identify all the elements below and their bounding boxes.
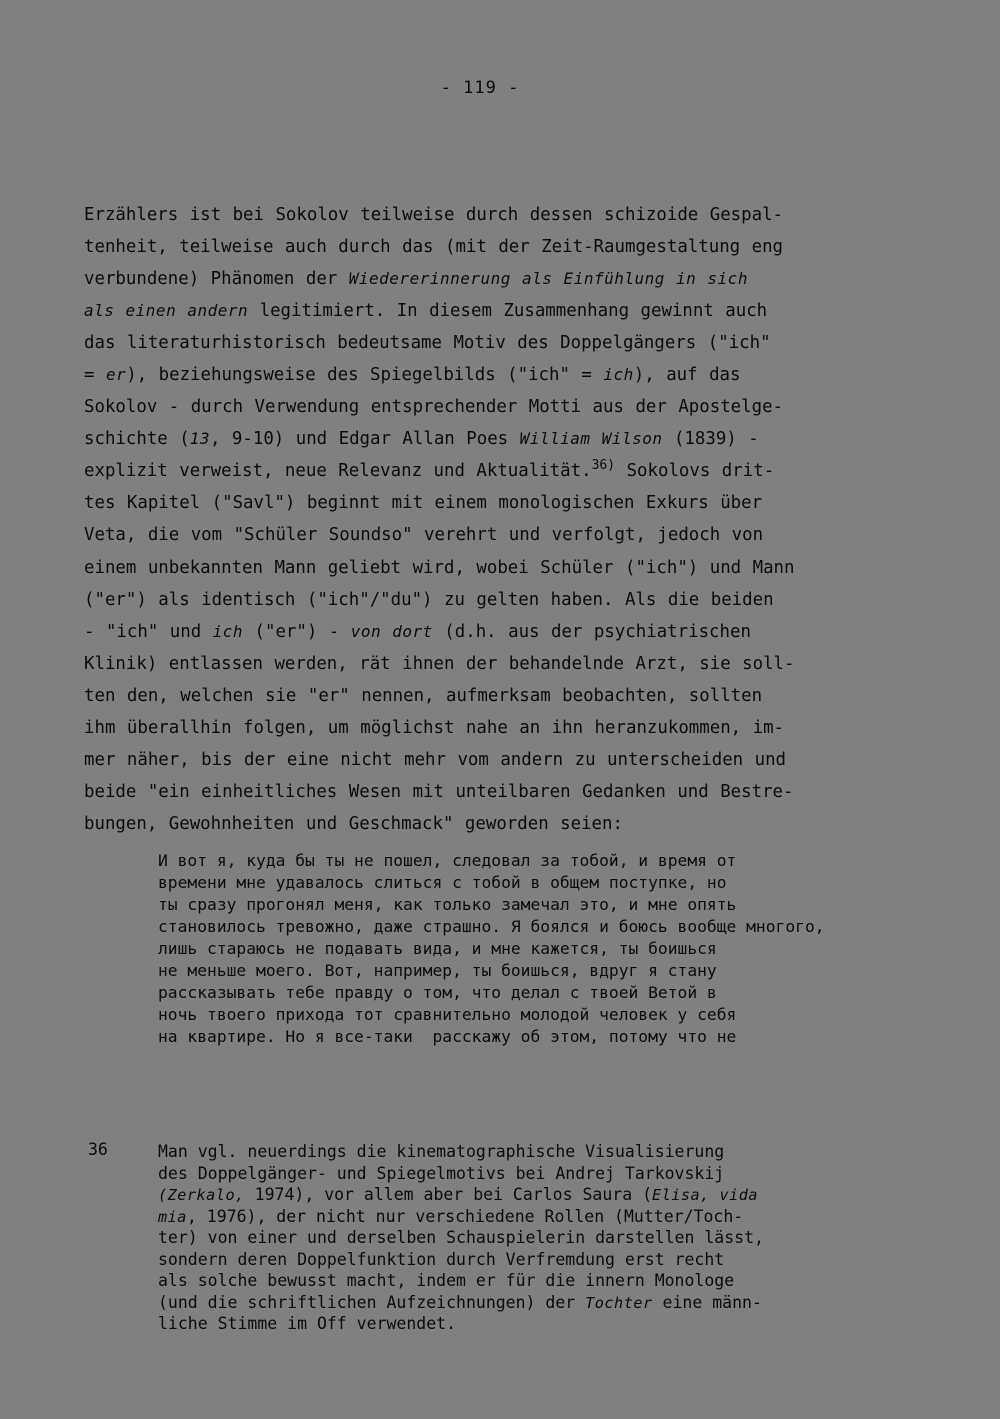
body-line [84,808,884,840]
text-segment: (und die schriftlichen Aufzeichnungen) der [158,1292,586,1312]
quote-line: лишь стараюсь не подавать вида, и мне кажется, ты боишься [158,939,717,958]
quote-line: И вот я, куда бы ты не пошел, следовал за тобой, и время от [158,851,737,870]
text-segment: (1839) - [662,429,759,450]
body-line [84,648,884,680]
page-number: - 119 - [440,78,520,98]
text-segment: ihm überallhin folgen, um möglichst nahe an ihn heranzukommen, im- [84,717,785,738]
text-segment: Sokolovs drit- [615,461,775,482]
footnote-line [158,1270,908,1292]
quote-line: на квартире. Но я все-таки расскажу об этом, потому что не [158,1027,737,1046]
russian-quote [158,850,928,1048]
footnote-text [158,1141,908,1335]
body-line [84,584,884,616]
quote-line: времени мне удавалось слиться с тобой в общем поступке, но [158,873,727,892]
italic-segment: ich [603,365,634,385]
body-line [84,519,884,551]
italic-segment: von dort [350,621,433,641]
text-segment: Man vgl. neuerdings die kinematographische Visualisierung [158,1142,725,1161]
italic-segment: mia [158,1207,187,1226]
text-segment: ), auf das [633,365,741,386]
text-segment: Sokolov - durch Verwendung entsprechender Motti aus der Apostelge- [84,397,784,418]
quote-line: ты сразу прогонял меня, как только замечал это, и мне опять [158,895,737,914]
text-segment: einem unbekannten Mann geliebt wird, wobei Schüler ("ich") und Mann [84,557,795,578]
text-segment: 1974), vor allem aber bei Carlos Saura ( [244,1185,653,1204]
quote-line: ночь твоего прихода тот сравнительно молодой человек у себя [158,1005,737,1024]
body-line [84,199,884,231]
italic-segment: (Zerkalo, [158,1186,245,1204]
body-line [84,455,884,487]
italic-segment: Wiedererinnerung als Einfühlung in sich [348,269,748,289]
text-segment: legitimiert. In diesem Zusammenhang gewinnt auch [248,301,768,322]
text-segment: des Doppelgänger- und Spiegelmotivs bei Andrej Tarkovskij [158,1163,725,1183]
body-line [84,776,884,808]
body-line [84,327,884,359]
footnote-line [158,1206,908,1228]
body-line [84,359,884,391]
footnote-line [158,1184,908,1206]
text-segment: explizit verweist, neue Relevanz und Aktualität. [84,461,592,482]
text-segment: verbundene) Phänomen der [84,269,349,290]
text-segment: ), beziehungsweise des Spiegelbilds ("ich" = [126,365,604,386]
footnote-ref: 36) [591,458,616,474]
text-segment: ten den, welchen sie "er" nennen, aufmerksam beobachten, sollten [84,685,763,706]
text-segment: das literaturhistorisch bedeutsame Motiv des Doppelgängers ("ich" [84,333,771,354]
body-line [84,295,884,327]
text-segment: schichte ( [84,429,190,450]
text-segment: liche Stimme im Off verwendet. [158,1314,457,1333]
italic-segment: William Wilson [519,429,663,449]
italic-segment: als einen andern [84,301,249,321]
body-line [84,423,884,455]
body-line [84,487,884,519]
text-segment: , 1976), der nicht nur verschiedene Rollen (Mutter/Toch- [186,1206,744,1226]
body-line [84,231,884,263]
text-segment: , 9-10) und Edgar Allan Poes [209,429,520,450]
text-segment: sondern deren Doppelfunktion durch Verfremdung erst recht [158,1249,725,1269]
text-segment: Veta, die vom "Schüler Soundso" verehrt und verfolgt, jedoch von [84,525,764,546]
text-segment: tes Kapitel ("Savl") beginnt mit einem monologischen Exkurs über [84,493,763,514]
footnote-line [158,1249,908,1271]
text-segment: (d.h. aus der psychiatrischen [432,621,751,642]
italic-segment: ich [212,621,244,641]
text-segment: beide "ein einheitliches Wesen mit unteilbaren Gedanken und Bestre- [84,781,794,802]
text-segment: ("er") - [243,621,351,642]
text-segment: tenheit, teilweise auch durch das (mit der Zeit-Raumgestaltung eng [84,237,784,258]
footnote-line [158,1313,908,1335]
footnote-line [158,1163,908,1185]
quote-line: рассказывать тебе правду о том, что делал с твоей Ветой в [158,983,717,1002]
text-segment: eine männ- [652,1292,762,1312]
footnote-line [158,1292,908,1314]
body-line [84,391,884,423]
text-segment: als solche bewusst macht, indem er für die innern Monologe [158,1271,735,1290]
body-line [84,744,884,776]
italic-segment: er [105,365,127,385]
italic-segment: Tochter [585,1293,653,1312]
body-line [84,552,884,584]
body-line [84,263,884,295]
footnote-line [158,1227,908,1249]
footnote-number: 36 [88,1140,108,1159]
body-text [84,199,884,840]
italic-segment: Elisa, vida [652,1186,758,1204]
italic-segment: 13 [189,429,210,449]
body-line [84,680,884,712]
text-segment: Erzählers ist bei Sokolov teilweise durch dessen schizoide Gespal- [84,205,784,225]
text-segment: = [84,365,106,386]
body-line [84,712,884,744]
quote-line: не меньше моего. Вот, например, ты боишься, вдруг я стану [158,961,717,980]
footnote-line [158,1141,908,1163]
text-segment: Klinik) entlassen werden, rät ihnen der behandelnde Arzt, sie soll- [84,653,795,674]
body-line [84,616,884,648]
text-segment: ("er") als identisch ("ich"/"du") zu gelten haben. Als die beiden [84,589,774,610]
text-segment: bungen, Gewohnheiten und Geschmack" geworden seien: [84,813,623,834]
quote-line: становилось тревожно, даже страшно. Я боялся и боюсь вообще многого, [158,917,825,936]
text-segment: - "ich" und [84,621,213,642]
text-segment: mer näher, bis der eine nicht mehr vom andern zu unterscheiden und [84,749,787,770]
text-segment: ter) von einer und derselben Schauspielerin darstellen lässt, [158,1228,764,1247]
